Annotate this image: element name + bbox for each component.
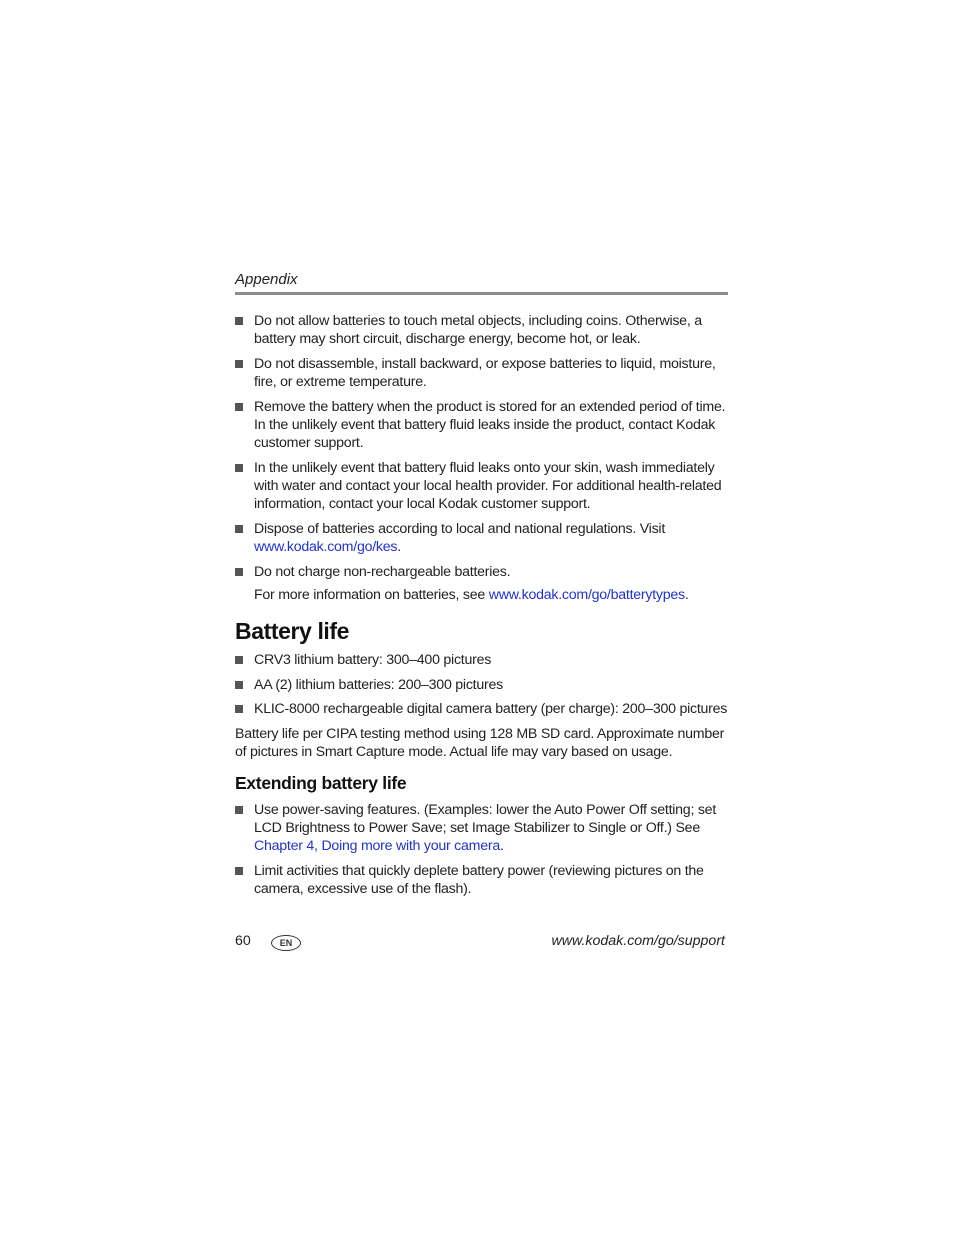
list-item-text: Remove the battery when the product is stored for an extended period of time. In the unlikely event that battery fluid leaks inside the product, contact Kodak customer support. — [254, 398, 726, 452]
list-item-text: Use power-saving features. (Examples: lower the Auto Power Off setting; set LCD Brightness to Power Save; set Image Stabilizer to Single or Off.) See — [254, 802, 717, 837]
list-item-text: Dispose of batteries according to local and national regulations. Visit — [254, 521, 666, 538]
language-badge-icon: EN — [271, 935, 301, 951]
square-bullet-icon — [235, 705, 243, 713]
list-item: Dispose of batteries according to local and national regulations. Visit www.kodak.com/go/kes. — [235, 520, 728, 556]
square-bullet-icon — [235, 464, 243, 472]
square-bullet-icon — [235, 403, 243, 411]
list-item-text: CRV3 lithium battery: 300–400 pictures — [254, 652, 492, 668]
list-item — [235, 355, 728, 391]
list-item-text: Do not allow batteries to touch metal objects, including coins. Otherwise, a battery may short circuit, discharge energy, become hot, or leak. — [254, 313, 702, 348]
extending-battery-list — [235, 801, 728, 904]
square-bullet-icon — [235, 525, 243, 533]
manual-page — [235, 0, 728, 1235]
list-item-text: Do not disassemble, install backward, or expose batteries to liquid, moisture, fire, or extreme temperature. — [254, 355, 716, 391]
battery-types-link[interactable]: www.kodak.com/go/batterytypes — [488, 587, 685, 603]
list-item-text: KLIC-8000 rechargeable digital camera battery (per charge): 200–300 pictures — [254, 701, 728, 718]
kes-link[interactable]: www.kodak.com/go/kes — [254, 539, 398, 556]
header-divider — [235, 292, 728, 295]
battery-life-list — [235, 651, 728, 725]
more-info-line: For more information on batteries, see www.kodak.com/go/batterytypes. — [254, 587, 689, 603]
section-header: Appendix — [235, 271, 298, 288]
support-url: www.kodak.com/go/support — [551, 933, 725, 949]
battery-safety-list — [235, 312, 728, 588]
list-item: Use power-saving features. (Examples: lower the Auto Power Off setting; set LCD Brightness to Power Save; set Image Stabilizer to Single or Off.) See Chapter 4, Doing more with your camera. — [235, 801, 728, 856]
list-item — [235, 862, 728, 898]
list-item — [235, 563, 728, 581]
list-item — [235, 312, 728, 348]
square-bullet-icon — [235, 867, 243, 875]
list-item-text: Do not charge non-rechargeable batteries. — [254, 563, 511, 580]
square-bullet-icon — [235, 568, 243, 576]
list-item — [235, 651, 728, 669]
square-bullet-icon — [235, 806, 243, 814]
list-item-text: Limit activities that quickly deplete battery power (reviewing pictures on the camera, excessive use of the flash). — [254, 862, 704, 897]
chapter-4-link[interactable]: Chapter 4, Doing more with your camera — [254, 838, 500, 855]
page-number: 60 — [235, 933, 251, 949]
battery-life-note: Battery life per CIPA testing method using 128 MB SD card. Approximate number of pictures in Smart Capture mode. Actual life may vary based on usage. — [235, 726, 725, 761]
list-item — [235, 676, 728, 694]
list-item-text: AA (2) lithium batteries: 200–300 pictures — [254, 676, 503, 693]
extending-battery-life-heading: Extending battery life — [235, 773, 407, 793]
battery-life-heading: Battery life — [235, 618, 350, 644]
list-item — [235, 700, 728, 718]
square-bullet-icon — [235, 656, 243, 664]
list-item — [235, 398, 728, 453]
square-bullet-icon — [235, 317, 243, 325]
list-item-text: In the unlikely event that battery fluid leaks onto your skin, wash immediately with water and contact your local health provider. For additional health-related information, contact your local Kodak customer support. — [254, 459, 722, 513]
square-bullet-icon — [235, 681, 243, 689]
square-bullet-icon — [235, 360, 243, 368]
list-item — [235, 459, 728, 514]
